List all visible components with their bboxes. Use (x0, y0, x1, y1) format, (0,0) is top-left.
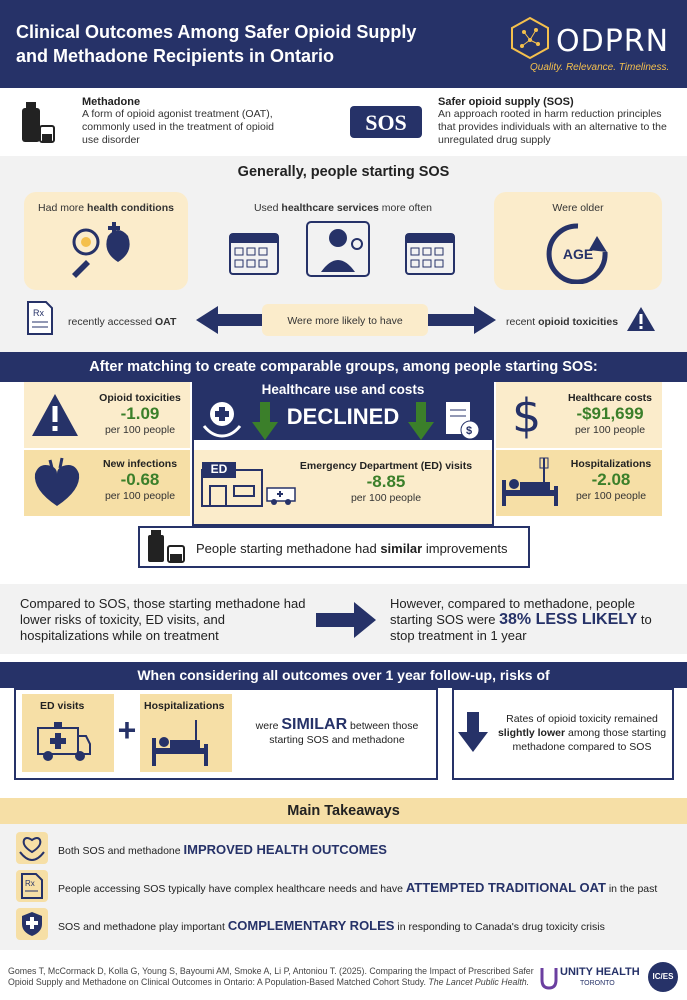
conditions-label: Had more health conditions (38, 202, 174, 214)
sos-title: Safer opioid supply (SOS) (438, 96, 574, 108)
heart-organ-icon (30, 456, 84, 510)
tagline: Quality. Relevance. Timeliness. (530, 62, 670, 73)
similar-text: were SIMILAR between those starting SOS and methadone (255, 716, 419, 746)
prescription-takeaway-icon (20, 872, 44, 900)
costs-stat: Healthcare costs -$91,699 per 100 people (567, 392, 653, 436)
ambulance-small-icon (266, 484, 298, 506)
unity-health-logo-icon (540, 966, 558, 990)
calendar-right-icon (404, 228, 456, 276)
toxicities-label: recent opioid toxicities (506, 316, 619, 328)
unity-health-text: UNITY HEALTH (560, 966, 640, 978)
takeaway-2: People accessing SOS typically have complex healthcare needs and have ATTEMPTED TRADITIONAL OAT in the past (58, 880, 658, 895)
doctor-icon (305, 220, 371, 278)
hospital-bed-followup-icon (150, 718, 214, 768)
services-label: Used healthcare services more often (253, 202, 433, 214)
odprn-logo-icon (510, 16, 550, 60)
likely-label: Were more likely to have (287, 315, 403, 327)
sos-definition: An approach rooted in harm reduction principles that provides individuals with an alternative to the unregulated drug supply (438, 108, 667, 146)
older-label: Were older (552, 202, 604, 214)
dollar-icon (508, 390, 548, 440)
followup-title: When considering all outcomes over 1 year follow-up, risks of (137, 667, 550, 683)
logo-text: ODPRN (556, 24, 670, 59)
hosp-stat: Hospitalizations -2.08 per 100 people (570, 458, 652, 502)
down-arrow-navy-icon (458, 712, 488, 752)
toronto-text: TORONTO (580, 980, 615, 987)
svg-text:$: $ (466, 425, 473, 437)
page-title (16, 20, 436, 68)
calendar-left-icon (228, 228, 280, 276)
compare-left-text: Compared to SOS, those starting methadone had lower risks of toxicity, ED visits, and hospitalizations while on treatment (20, 596, 306, 643)
methadone-small-icon (146, 530, 190, 564)
shield-cross-icon (20, 910, 44, 938)
ices-text: IC/ES (652, 972, 674, 981)
followup-hosp-label: Hospitalizations (144, 700, 225, 712)
methadone-bottle-icon (20, 102, 56, 144)
methadone-title: Methadone (82, 96, 141, 108)
compare-right-text: However, compared to methadone, people starting SOS were 38% LESS LIKELY to stop treatment in 1 year (390, 596, 652, 643)
infections-stat: New infections -0.68 per 100 people (102, 458, 178, 502)
declined-text: DECLINED (286, 404, 400, 429)
ed-badge: ED (210, 462, 228, 476)
svg-text:$: $ (512, 390, 542, 440)
down-arrow-left-icon (252, 402, 278, 440)
takeaway-3: SOS and methadone play important COMPLEMENTARY ROLES in responding to Canada's drug toxicity crisis (58, 918, 605, 933)
plus-sign: + (117, 712, 137, 748)
citation: Gomes T, McCormack D, Kolla G, Young S, Bayoumi AM, Smoke A, Li P, Antoniou T. (2025). Comparing the Impact of Prescribed Safer Opioid Supply and Methadone on Clinical Outcomes in Ontario: A Population-Based Matched Cohort Study. The Lancet Public Health. (8, 966, 534, 987)
matching-title: After matching to create comparable groups, among people starting SOS: (89, 359, 598, 375)
takeaways-title: Main Takeaways (287, 803, 400, 819)
takeaway-1: Both SOS and methadone IMPROVED HEALTH OUTCOMES (58, 842, 387, 857)
methadone-definition: A form of opioid agonist treatment (OAT), commonly used in the treatment of opioid use disorder (82, 108, 275, 146)
svg-text:Rx: Rx (25, 879, 35, 888)
healthcare-use-title: Healthcare use and costs (261, 382, 425, 397)
title-line-2: and Methadone Recipients in Ontario (16, 46, 335, 66)
oat-label: recently accessed OAT (68, 316, 177, 328)
ed-stat: Emergency Department (ED) visits -8.85 per 100 people (299, 460, 473, 504)
opioid-warning-icon (30, 392, 80, 438)
followup-ed-label: ED visits (40, 700, 85, 712)
slightly-lower-text: Rates of opioid toxicity remained slightly lower among those starting methadone compared to SOS (497, 713, 667, 753)
prescription-icon (26, 300, 54, 336)
svg-text:Rx: Rx (33, 308, 44, 318)
compare-arrow-icon (316, 602, 376, 638)
opioid-stat: Opioid toxicities -1.09 per 100 people (99, 392, 181, 436)
title-line-1: Clinical Outcomes Among Safer Opioid Supply (16, 22, 417, 42)
warning-icon (626, 306, 656, 332)
health-shield-icon (202, 398, 242, 438)
bill-icon (444, 400, 480, 440)
heart-hands-icon (18, 834, 46, 862)
methadone-note: People starting methadone had similar improvements (196, 541, 508, 556)
sos-badge-text: SOS (365, 110, 407, 135)
age-text: AGE (562, 246, 594, 262)
ambulance-icon (36, 722, 92, 764)
down-arrow-right-icon (408, 402, 434, 440)
hospital-bed-icon (500, 456, 562, 510)
health-conditions-icon (68, 222, 148, 278)
generally-title: Generally, people starting SOS (237, 164, 450, 180)
